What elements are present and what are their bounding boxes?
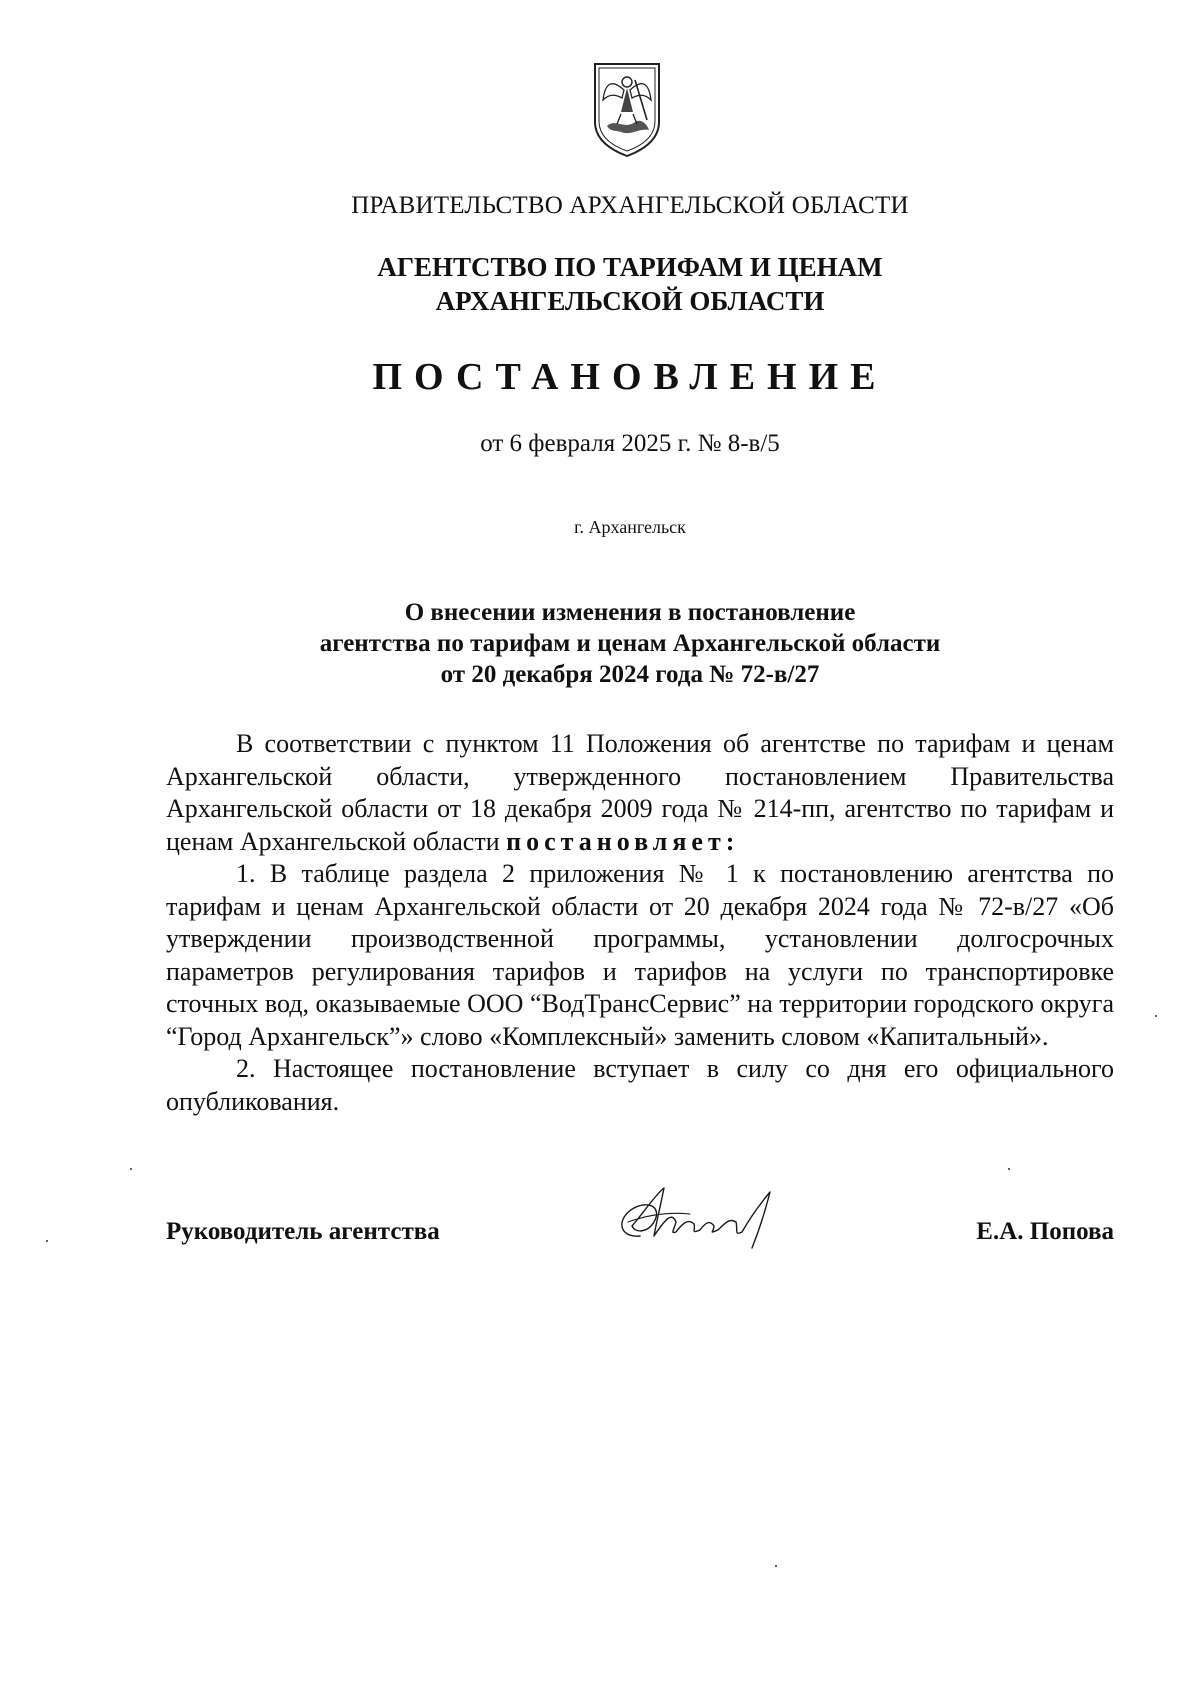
scan-speck: [1008, 1168, 1010, 1170]
preamble-paragraph: [166, 728, 1114, 858]
item-1-paragraph: 1. В таблице раздела 2 приложения № 1 к постановлению агентства по тарифам и ценам Архангельской области от 20 декабря 2024 года № 72-в/27 «Об утверждении производственной программы, установлении долгосрочных параметров регулирования тарифов и тарифов на услуги по транспортировке сточных вод, оказываемые ООО “ВодТрансСервис” на территории городского округа “Город Архангельск”» слово «Комплексный» заменить словом «Капитальный».: [166, 859, 1114, 1051]
agency-name: [0, 250, 1200, 318]
subject-line3: от 20 декабря 2024 года № 72-в/27: [440, 661, 820, 688]
subject-line1: О внесении изменения в постановление: [404, 599, 856, 626]
item-2-paragraph: 2. Настоящее постановление вступает в силу со дня его официального опубликования.: [166, 1054, 1114, 1116]
document-city: г. Архангельск: [574, 517, 686, 537]
handwritten-signature: [610, 1178, 790, 1258]
scan-speck: [130, 1168, 132, 1170]
signer-position: Руководитель агентства: [166, 1218, 440, 1245]
subject-line2: агентства по тарифам и ценам Архангельской области: [319, 630, 941, 657]
document-date-number: от 6 февраля 2025 г. № 8-в/5: [480, 430, 780, 457]
agency-name-line1: АГЕНТСТВО ПО ТАРИФАМ И ЦЕНАМ: [377, 252, 883, 282]
scan-speck: [775, 1565, 777, 1567]
signer-name: Е.А. Попова: [976, 1218, 1114, 1245]
scan-speck: [46, 1240, 48, 1242]
coat-of-arms-icon: [591, 60, 663, 158]
government-name: ПРАВИТЕЛЬСТВО АРХАНГЕЛЬСКОЙ ОБЛАСТИ: [351, 192, 909, 219]
preamble-text: В соответствии с пунктом 11 Положения об агентстве по тарифам и ценам Архангельской области, утвержденного постановлением Правительства Архангельской области от 18 декабря 2009 года № 214-пп, агентство по тарифам и ценам Архангельской области: [166, 729, 1114, 856]
document-subject: [0, 597, 1200, 690]
document-type: ПОСТАНОВЛЕНИЕ: [372, 356, 888, 398]
scan-speck: [1155, 1015, 1157, 1017]
document-body: [166, 728, 1114, 1118]
agency-name-line2: АРХАНГЕЛЬСКОЙ ОБЛАСТИ: [435, 286, 825, 316]
decree-word: постановляет:: [506, 826, 740, 856]
